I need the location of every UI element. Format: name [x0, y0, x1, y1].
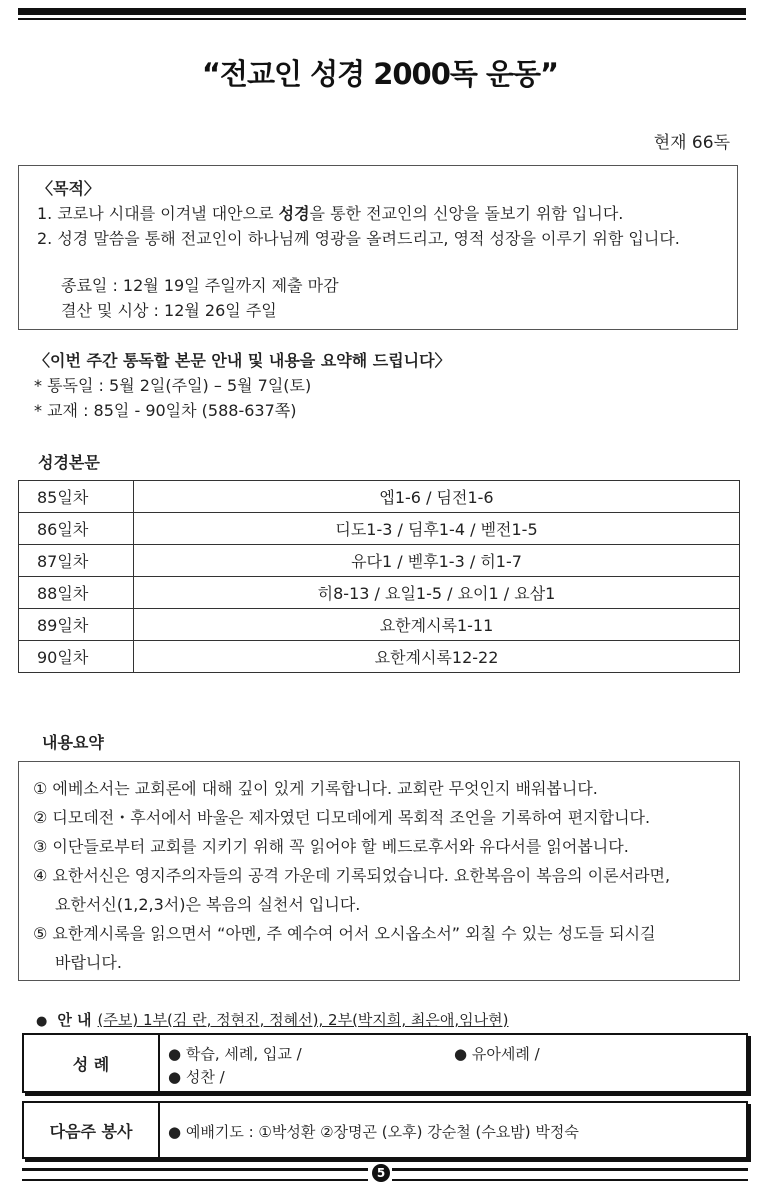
purpose-box — [18, 165, 738, 330]
service-label: 다음주 봉사 — [24, 1103, 160, 1157]
current-count: 현재 66독 — [653, 133, 730, 153]
table-row — [19, 577, 740, 609]
table-row — [19, 609, 740, 641]
sacrament-item-baptism: ● 학습, 세례, 입교 / — [168, 1045, 302, 1063]
table-row — [19, 481, 740, 513]
sacrament-body — [168, 1035, 746, 1091]
top-rule-thin — [18, 18, 746, 20]
weekly-material: * 교재 : 85일 - 90일차 (588-637쪽) — [34, 401, 297, 420]
summary-item-5: ⑤ 요한계시록을 읽으면서 “아멘, 주 예수여 어서 오시옵소서” 외칠 수 있는 성도들 되시길 — [33, 924, 656, 943]
summary-item-4: ④ 요한서신은 영지주의자들의 공격 가운데 기록되었습니다. 요한복음이 복음의 이론서라면, — [33, 866, 671, 885]
service-body — [168, 1103, 746, 1157]
purpose-line-1 — [37, 201, 719, 226]
table-cell-text: 히8-13 / 요일1-5 / 요이1 / 요삼1 — [134, 577, 740, 609]
purpose-line-1-pre: 1. 코로나 시대를 이겨낼 대안으로 — [37, 204, 279, 223]
top-rule-thick — [18, 8, 746, 15]
summary-title: 내용요약 — [42, 733, 104, 752]
table-cell-day: 87일차 — [19, 545, 134, 577]
purpose-line-1-post: 을 통한 전교인의 신앙을 돌보기 위함 입니다. — [309, 204, 624, 223]
table-cell-text: 유다1 / 벧후1-3 / 히1-7 — [134, 545, 740, 577]
table-cell-day: 85일차 — [19, 481, 134, 513]
award-date: 결산 및 시상 : 12월 26일 주일 — [61, 301, 277, 320]
table-cell-text: 엡1-6 / 딤전1-6 — [134, 481, 740, 513]
weekly-period: * 통독일 : 5월 2일(주일) – 5월 7일(토) — [34, 376, 312, 395]
table-cell-day: 89일차 — [19, 609, 134, 641]
page-number: 5 — [372, 1164, 390, 1182]
sacrament-item-infant: ● 유아세례 / — [454, 1045, 540, 1063]
table-cell-text: 요한계시록12-22 — [134, 641, 740, 673]
bullet-icon: ● — [36, 1014, 48, 1029]
table-row — [19, 545, 740, 577]
bible-table — [18, 480, 740, 673]
summary-item-1: ① 에베소서는 교회론에 대해 깊이 있게 기록합니다. 교회란 무엇인지 배워봅니다. — [33, 779, 598, 798]
summary-item-3: ③ 이단들로부터 교회를 지키기 위해 꼭 읽어야 할 베드로후서와 유다서를 읽어봅니다. — [33, 837, 629, 856]
table-cell-text: 요한계시록1-11 — [134, 609, 740, 641]
notice-line — [36, 1009, 509, 1030]
table-cell-text: 디도1-3 / 딤후1-4 / 벧전1-5 — [134, 513, 740, 545]
table-cell-day: 86일차 — [19, 513, 134, 545]
notice-label: 안 내 — [57, 1011, 92, 1029]
weekly-info — [34, 348, 451, 423]
page-title: “전교인 성경 2000독 운동” — [201, 57, 559, 91]
end-date: 종료일 : 12월 19일 주일까지 제출 마감 — [61, 276, 339, 295]
sacrament-item-communion: ● 성찬 / — [168, 1068, 225, 1086]
table-cell-day: 88일차 — [19, 577, 134, 609]
table-cell-day: 90일차 — [19, 641, 134, 673]
summary-box — [18, 761, 740, 981]
table-row — [19, 513, 740, 545]
purpose-heading: 〈목적〉 — [37, 179, 100, 198]
bible-text-title: 성경본문 — [38, 453, 100, 472]
purpose-line-1-bold: 성경 — [278, 204, 310, 223]
service-prayer: ● 예배기도 : ①박성환 ②장명곤 (오후) 강순철 (수요밤) 박정숙 — [168, 1123, 579, 1141]
sacrament-box — [22, 1033, 748, 1093]
sacrament-label: 성 례 — [24, 1035, 160, 1091]
summary-item-5-cont: 바랍니다. — [55, 953, 122, 972]
purpose-line-2: 2. 성경 말씀을 통해 전교인이 하나님께 영광을 올려드리고, 영적 성장을 이루기 위함 입니다. — [37, 229, 680, 248]
notice-detail: (주보) 1부(김 란, 정현진, 정혜선), 2부(박지희, 최은애,임나현) — [97, 1011, 509, 1029]
summary-item-4-cont: 요한서신(1,2,3서)은 복음의 실천서 입니다. — [55, 895, 361, 914]
summary-item-2: ② 디모데전・후서에서 바울은 제자였던 디모데에게 목회적 조언을 기록하여 편지합니다. — [33, 808, 651, 827]
bottom-rule-right — [392, 1168, 748, 1181]
table-row — [19, 641, 740, 673]
service-box — [22, 1101, 748, 1159]
bottom-rule-left — [22, 1168, 368, 1181]
weekly-heading: 〈이번 주간 통독할 본문 안내 및 내용을 요약해 드립니다〉 — [34, 351, 451, 370]
